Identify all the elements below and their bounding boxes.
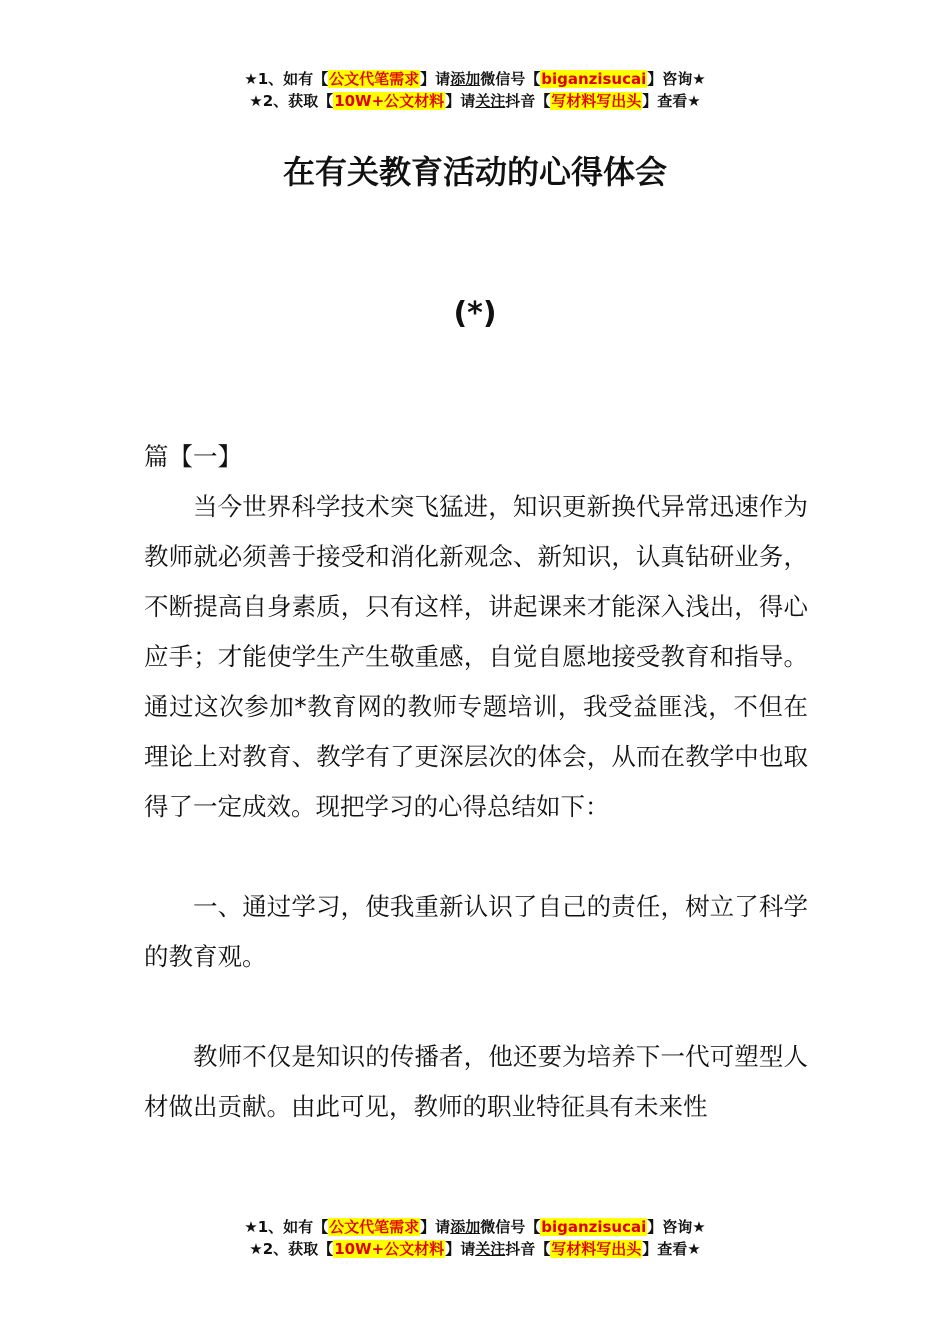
promo-line-2: ★2、获取【10W+公文材料】请关注抖音【写材料写出头】查看★ [249, 92, 701, 110]
highlight-service: 公文代笔需求 [329, 1218, 420, 1236]
document-subtitle: (*) [453, 296, 497, 331]
highlight-materials: 10W+公文材料 [334, 92, 445, 110]
highlight-materials: 10W+公文材料 [334, 1240, 445, 1258]
paragraph: 教师不仅是知识的传播者，他还要为培养下一代可塑型人材做出贡献。由此可见，教师的职业特征具有未来性 [144, 1042, 808, 1121]
promo-footer [0, 1216, 950, 1260]
star-icon: ★ [249, 92, 263, 110]
highlight-wechat-id: biganzisucai [541, 1218, 647, 1236]
paragraph: 一、通过学习，使我重新认识了自己的责任，树立了科学的教育观。 [144, 892, 808, 971]
star-icon: ★ [244, 1218, 258, 1236]
highlight-service: 公文代笔需求 [329, 70, 420, 88]
paragraph: 当今世界科学技术突飞猛进，知识更新换代异常迅速作为教师就必须善于接受和消化新观念、新知识，认真钻研业务，不断提高自身素质，只有这样，讲起课来才能深入浅出，得心应手；才能使学生产生敬重感，自觉自愿地接受教育和指导。通过这次参加*教育网的教师专题培训，我受益匪浅，不但在理论上对教育、教学有了更深层次的体会，从而在教学中也取得了一定成效。现把学习的心得总结如下： [144, 492, 808, 821]
star-icon: ★ [244, 70, 258, 88]
document-title: 在有关教育活动的心得体会 [282, 153, 667, 191]
section-label: 篇【一】 [144, 442, 242, 471]
promo-header [0, 68, 950, 112]
highlight-douyin: 写材料写出头 [551, 92, 642, 110]
highlight-wechat-id: biganzisucai [541, 70, 647, 88]
highlight-douyin: 写材料写出头 [551, 1240, 642, 1258]
promo-line-1: ★1、如有【公文代笔需求】请添加微信号【biganzisucai】咨询★ [244, 70, 706, 88]
promo-line-1: ★1、如有【公文代笔需求】请添加微信号【biganzisucai】咨询★ [244, 1218, 706, 1236]
star-icon: ★ [249, 1240, 263, 1258]
promo-line-2: ★2、获取【10W+公文材料】请关注抖音【写材料写出头】查看★ [249, 1240, 701, 1258]
document-body [144, 432, 808, 1132]
